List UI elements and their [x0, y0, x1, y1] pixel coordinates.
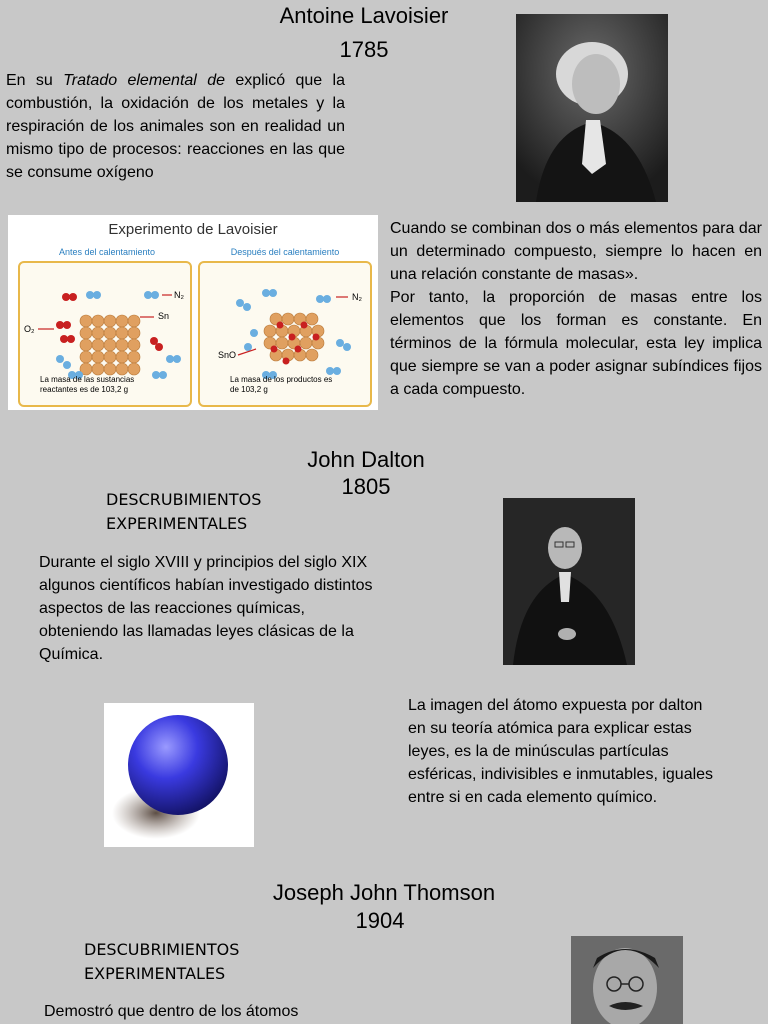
- lavoisier-portrait-drawing: [516, 14, 668, 202]
- lavoisier-portrait: [516, 14, 668, 202]
- sphere-drawing: [104, 703, 254, 847]
- experiment-label-n2-after: N₂: [352, 292, 362, 302]
- lavoisier-intro-prefix: En su: [6, 72, 64, 89]
- experiment-after-mass: La masa de los productos es de 103,2 g: [230, 375, 333, 394]
- experiment-before-panel: [18, 261, 192, 407]
- dalton-portrait-drawing: [503, 498, 635, 665]
- dalton-atom-description: La imagen del átomo expuesta por dalton en su teoría atómica para explicar estas leyes, es la de minúsculas partículas esféricas, indivisibles e inmutables, iguales entre si en cada elemento químico.: [408, 697, 714, 806]
- thomson-subheading: DESCUBRIMIENTOS EXPERIMENTALES: [84, 940, 240, 983]
- dalton-portrait: [503, 498, 635, 665]
- thomson-year: 1904: [355, 908, 405, 933]
- experiment-label-n2-before: N₂: [174, 290, 184, 300]
- experiment-after-label: Después del calentamiento: [230, 247, 340, 257]
- dalton-paragraph: Durante el siglo XVIII y principios del siglo XIX algunos científicos habían investigado distintos aspectos de las reacciones químicas, obteniendo las llamadas leyes clásicas de la Química.: [39, 554, 373, 663]
- thomson-portrait-drawing: [571, 936, 683, 1024]
- lavoisier-law-statement: Cuando se combinan dos o más elementos para dar un determinado compuesto, siempre lo hacen en una relación constante de masas».: [390, 220, 762, 283]
- thomson-name: Joseph John Thomson: [272, 880, 496, 905]
- lavoisier-intro-italic: Tratado elemental de: [63, 72, 225, 89]
- experiment-before-mass: La masa de las sustancias reactantes es de 103,2 g: [40, 375, 135, 394]
- thomson-portrait: [571, 936, 683, 1024]
- dalton-name: John Dalton: [307, 447, 425, 472]
- experiment-title: Experimento de Lavoisier: [108, 221, 278, 238]
- lavoisier-intro: [6, 69, 345, 184]
- lavoisier-year: 1785: [339, 37, 389, 62]
- dalton-atom-sphere-image: [104, 703, 254, 847]
- dalton-year: 1805: [341, 474, 391, 499]
- dalton-subheading: DESCRUBIMIENTOS EXPERIMENTALES: [106, 490, 262, 533]
- lavoisier-name: Antoine Lavoisier: [279, 3, 449, 28]
- lavoisier-experiment-figure: [8, 215, 378, 410]
- lavoisier-intro-rest: explicó que la combustión, la oxidación de los metales y la respiración de los animales son en realidad un mismo tipo de procesos: reacciones en las que se consume oxígeno: [6, 72, 346, 181]
- experiment-before-label: Antes del calentamiento: [58, 247, 156, 257]
- thomson-paragraph: Demostró que dentro de los átomos: [44, 1003, 299, 1020]
- experiment-label-sno: SnO: [218, 350, 237, 360]
- lavoisier-law-explanation: Por tanto, la proporción de masas entre los elementos que los forman es constante. En términos de la fórmula molecular, esta ley implica que siempre se van a poder asignar subíndices fijos a cada compuesto.: [390, 289, 762, 398]
- experiment-label-sn: Sn: [158, 311, 170, 321]
- lavoisier-law: [390, 217, 762, 401]
- experiment-after-panel: [198, 261, 372, 407]
- experiment-label-o2: O₂: [24, 324, 35, 334]
